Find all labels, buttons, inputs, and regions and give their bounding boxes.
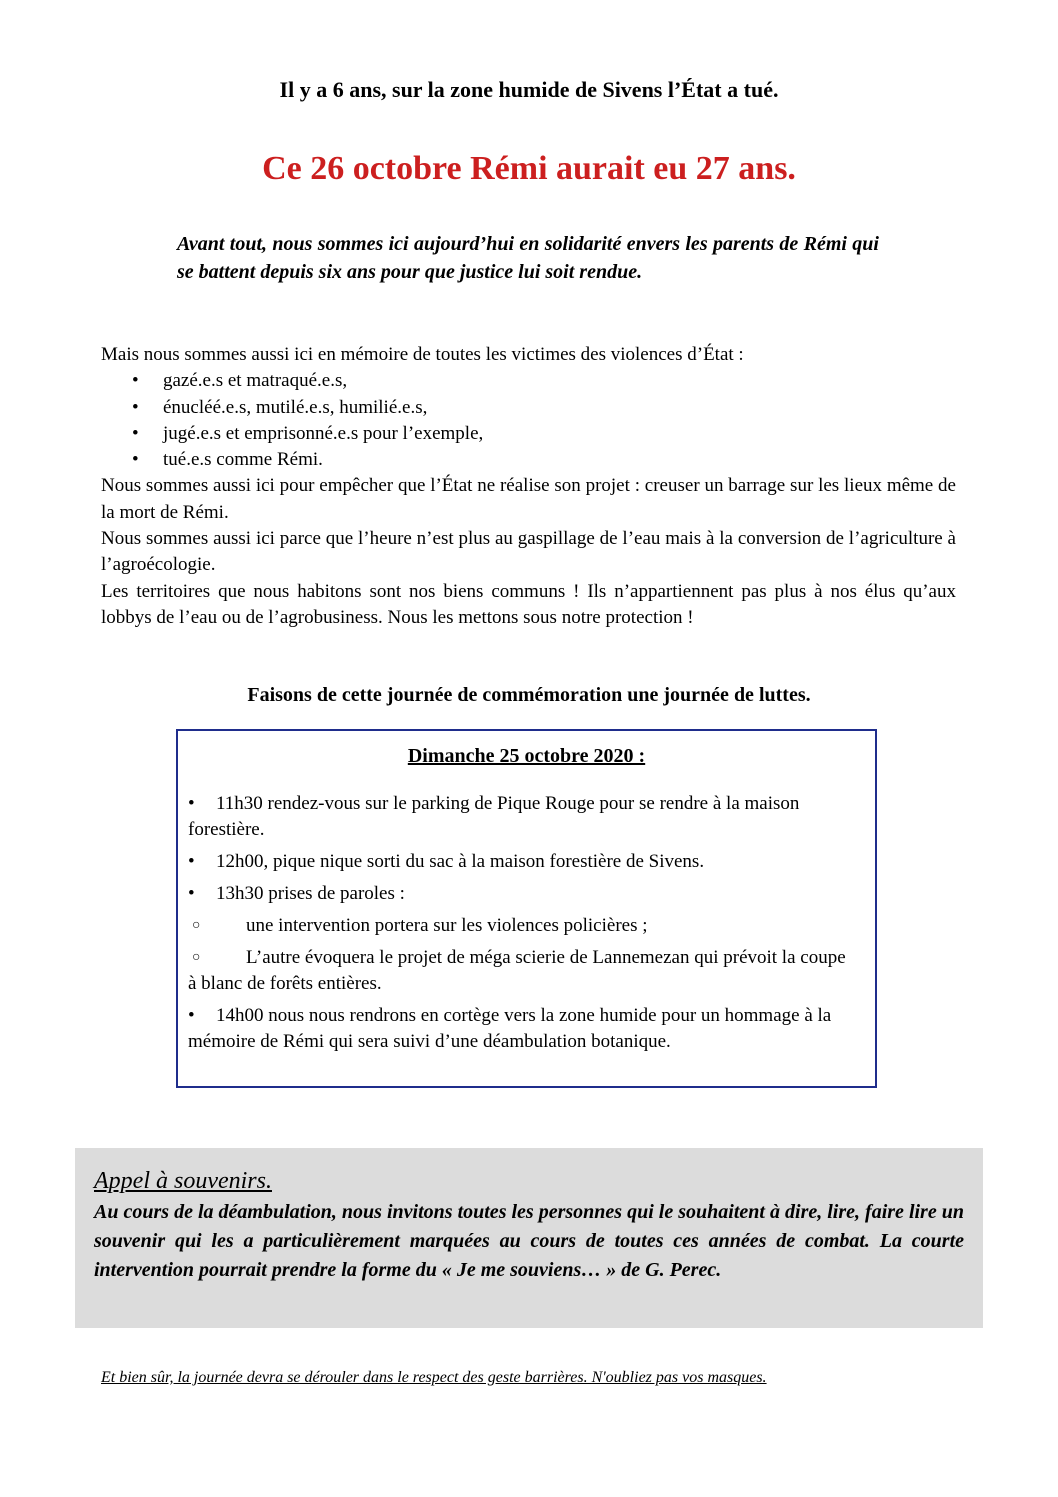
dam-paragraph: Nous sommes aussi ici pour empêcher que l’État ne réalise son projet : creuser un barrage sur les lieux même de la mort de Rémi. (101, 475, 956, 523)
health-measures-note: Et bien sûr, la journée devra se dérouler dans le respect des geste barrières. N'oubliez pas vos masques. (101, 1369, 767, 1386)
schedule-item: • 14h00 nous nous rendrons en cortège vers la zone humide pour un hommage à la mémoire de Rémi qui sera suivi d’une déambulation botanique. (188, 1005, 832, 1052)
agroecology-paragraph: Nous sommes aussi ici parce que l’heure n’est plus au gaspillage de l’eau mais à la conversion de l’agriculture à l’agroécologie. (101, 528, 956, 576)
circle-bullet-icon: ○ (192, 950, 201, 965)
victims-lead: Mais nous sommes aussi ici en mémoire de toutes les victimes des violences d’État : (101, 344, 744, 365)
appeal-title: Appel à souvenirs. (94, 1168, 272, 1194)
event-schedule-list (188, 791, 858, 1061)
headline: Il y a 6 ans, sur la zone humide de Sivens l’État a tué. (279, 77, 779, 102)
call-to-action: Faisons de cette journée de commémoration une journée de luttes. (247, 684, 811, 706)
bullet-icon: • (132, 449, 139, 471)
victims-list (101, 368, 956, 473)
bullet-icon: • (188, 883, 195, 904)
memories-appeal-box (75, 1148, 983, 1328)
schedule-item: • 11h30 rendez-vous sur le parking de Pique Rouge pour se rendre à la maison forestière. (188, 793, 800, 840)
schedule-item: • 13h30 prises de paroles : (188, 881, 858, 907)
bullet-icon: • (132, 422, 139, 444)
event-schedule-box (176, 729, 877, 1088)
commons-paragraph: Les territoires que nous habitons sont nos biens communs ! Ils n’appartiennent pas plus à nos élus qu’aux lobbys de l’eau ou de l’agrobusiness. Nous les mettons sous notre protection ! (101, 580, 956, 628)
bullet-icon: • (188, 793, 195, 814)
anniversary-headline: Ce 26 octobre Rémi aurait eu 27 ans. (262, 150, 796, 187)
bullet-icon: • (132, 396, 139, 418)
appeal-text: Au cours de la déambulation, nous invitons toutes les personnes qui le souhaitent à dire, lire, faire lire un souvenir qui les a particulièrement marquées au cours de toutes ces années de combat. La courte intervention pourrait prendre la forme du « Je me souviens… » de G. Perec. (94, 1201, 964, 1281)
list-item: • énucléé.e.s, mutilé.e.s, humilié.e.s, (101, 395, 956, 421)
bullet-icon: • (132, 370, 139, 392)
body-text (101, 342, 956, 631)
event-date-heading: Dimanche 25 octobre 2020 : (407, 745, 646, 767)
list-item: • gazé.e.s et matraqué.e.s, (101, 368, 956, 394)
solidarity-intro: Avant tout, nous sommes ici aujourd’hui en solidarité envers les parents de Rémi qui se battent depuis six ans pour que justice lui soit rendue. (177, 233, 879, 283)
list-item: • jugé.e.s et emprisonné.e.s pour l’exemple, (101, 421, 956, 447)
circle-bullet-icon: ○ (192, 918, 201, 933)
bullet-icon: • (188, 851, 195, 872)
bullet-icon: • (188, 1005, 195, 1026)
schedule-item: • 12h00, pique nique sorti du sac à la maison forestière de Sivens. (188, 849, 858, 875)
list-item: • tué.e.s comme Rémi. (101, 447, 956, 473)
schedule-subitem: ○ une intervention portera sur les violences policières ; (188, 913, 858, 939)
schedule-subitem: ○ L’autre évoquera le projet de méga scierie de Lannemezan qui prévoit la coupe à blanc de forêts entières. (188, 947, 846, 994)
